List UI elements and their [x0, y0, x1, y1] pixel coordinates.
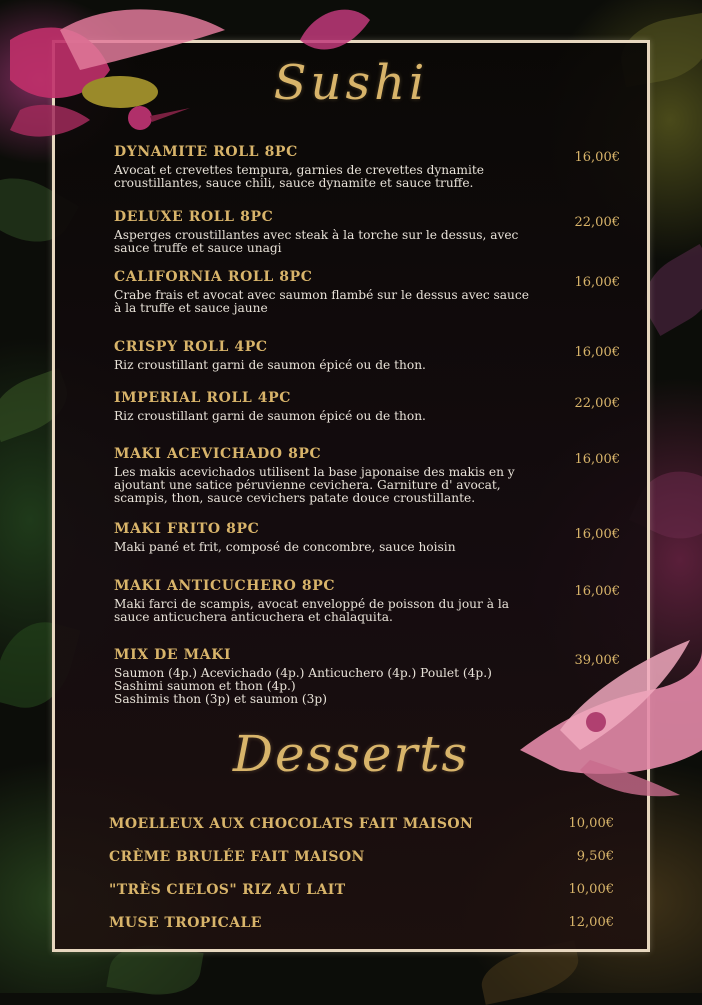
desserts-section-title: Desserts [232, 725, 470, 783]
item-description: Crabe frais et avocat avec saumon flambé sur le dessus avec sauce à la truffe et sauce jaune [114, 288, 529, 315]
item-name: IMPERIAL ROLL 4PC [114, 390, 292, 406]
dessert-name: "TRÈS CIELOS" RIZ AU LAIT [109, 882, 346, 898]
dessert-price: 9,50€ [576, 849, 614, 864]
item-price: 16,00€ [574, 527, 620, 542]
item-name: MAKI ANTICUCHERO 8PC [114, 578, 336, 594]
item-name: CRISPY ROLL 4PC [114, 339, 268, 355]
item-description: Riz croustillant garni de saumon épicé ou de thon. [114, 358, 426, 372]
dessert-name: MUSE TROPICALE [109, 915, 262, 931]
flower-illustration [290, 0, 380, 60]
item-price: 16,00€ [574, 584, 620, 599]
item-name: MAKI ACEVICHADO 8PC [114, 446, 322, 462]
item-price: 16,00€ [574, 275, 620, 290]
sushi-section-title: Sushi [273, 55, 429, 111]
item-description: Saumon (4p.) Acevichado (4p.) Anticuchero (4p.) Poulet (4p.) Sashimi saumon et thon (4p.) Sashimis thon (3p) et saumon (3p) [114, 666, 492, 706]
dessert-price: 10,00€ [568, 882, 614, 897]
item-name: MIX DE MAKI [114, 647, 232, 663]
item-name: CALIFORNIA ROLL 8PC [114, 269, 313, 285]
dessert-price: 10,00€ [568, 816, 614, 831]
item-description: Les makis acevichados utilisent la base japonaise des makis en y ajoutant une satice péruvienne cevichera. Garniture d' avocat, scampis, thon, sauce cevichers patate douce croustillante. [114, 465, 515, 505]
item-description: Maki pané et frit, composé de concombre, sauce hoisin [114, 540, 456, 554]
item-price: 16,00€ [574, 345, 620, 360]
item-name: DYNAMITE ROLL 8PC [114, 144, 298, 160]
item-price: 22,00€ [574, 215, 620, 230]
dessert-price: 12,00€ [568, 915, 614, 930]
item-price: 16,00€ [574, 150, 620, 165]
item-description: Avocat et crevettes tempura, garnies de crevettes dynamite croustillantes, sauce chili, sauce dynamite et sauce truffe. [114, 163, 484, 190]
dessert-name: CRÈME BRULÉE FAIT MAISON [109, 849, 365, 865]
item-price: 22,00€ [574, 396, 620, 411]
item-description: Riz croustillant garni de saumon épicé ou de thon. [114, 409, 426, 423]
item-description: Maki farci de scampis, avocat enveloppé de poisson du jour à la sauce anticuchera anticuchera et chalaquita. [114, 597, 510, 624]
dessert-name: MOELLEUX AUX CHOCOLATS FAIT MAISON [109, 816, 474, 832]
item-description: Asperges croustillantes avec steak à la torche sur le dessus, avec sauce truffe et sauce unagi [114, 228, 519, 255]
item-price: 16,00€ [574, 452, 620, 467]
item-price: 39,00€ [574, 653, 620, 668]
item-name: DELUXE ROLL 8PC [114, 209, 274, 225]
item-name: MAKI FRITO 8PC [114, 521, 260, 537]
